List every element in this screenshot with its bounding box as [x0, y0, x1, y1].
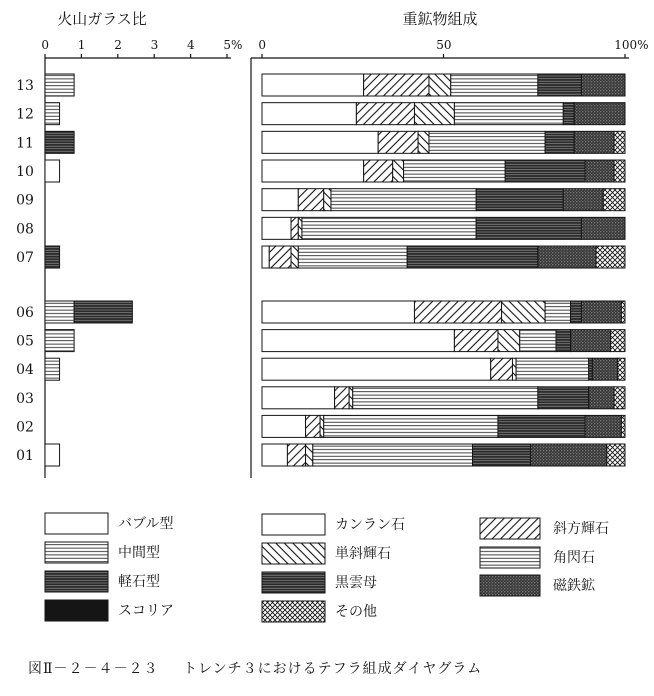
heavy-mineral-segment-10-other: [614, 160, 625, 182]
legend-item-clinopyroxene: [262, 543, 391, 564]
heavy-mineral-segment-06-hornblende: [545, 301, 570, 323]
heavy-mineral-segment-02-biotite: [498, 415, 585, 437]
heavy-mineral-segment-10-clinopyroxene: [393, 160, 404, 182]
sample-row-labels: [16, 78, 34, 464]
glass-ratio-tick-label: 1: [77, 38, 86, 52]
glass-ratio-tick-label: 2: [114, 38, 122, 52]
glass-ratio-tick-label: 0: [41, 38, 50, 52]
heavy-mineral-panel: [251, 38, 649, 478]
heavy-mineral-segment-04-biotite: [589, 358, 593, 380]
heavy-mineral-segment-03-clinopyroxene: [349, 387, 353, 409]
heavy-mineral-segment-01-magnetite: [531, 444, 607, 466]
heavy-mineral-segment-07-olivine: [262, 246, 269, 268]
legend-item-intermediate-type: [45, 542, 160, 563]
heavy-mineral-segment-13-magnetite: [581, 74, 625, 96]
heavy-mineral-segment-04-olivine: [262, 358, 491, 380]
heavy-mineral-segment-12-magnetite: [574, 103, 625, 125]
heavy-mineral-segment-06-other: [621, 301, 625, 323]
heavy-mineral-segment-12-hornblende: [454, 103, 563, 125]
heavy-mineral-segment-10-olivine: [262, 160, 364, 182]
legend-item-orthopyroxene: [480, 518, 609, 539]
heavy-mineral-segment-06-orthopyroxene: [414, 301, 501, 323]
heavy-mineral-segment-02-olivine: [262, 415, 306, 437]
heavy-mineral-segment-12-orthopyroxene: [356, 103, 414, 125]
glass-ratio-title: 火山ガラス比: [57, 10, 147, 28]
heavy-mineral-segment-07-magnetite: [538, 246, 596, 268]
heavy-mineral-segment-06-clinopyroxene: [502, 301, 546, 323]
heavy-mineral-segment-01-hornblende: [313, 444, 473, 466]
heavy-mineral-segment-04-hornblende: [516, 358, 589, 380]
legend-swatch-pumice-type: [45, 571, 108, 592]
legend-item-pumice-type: [45, 571, 160, 592]
heavy-mineral-segment-06-biotite: [571, 301, 582, 323]
heavy-mineral-segment-02-clinopyroxene: [320, 415, 324, 437]
heavy-mineral-segment-11-clinopyroxene: [418, 131, 429, 153]
legend-swatch-bubble-type: [45, 513, 108, 534]
heavy-mineral-segment-05-clinopyroxene: [498, 330, 520, 352]
legend-label-biotite: 黒雲母: [335, 575, 377, 591]
legend-item-other: [262, 601, 377, 622]
heavy-mineral-segment-03-hornblende: [353, 387, 538, 409]
glass-ratio-segment-06-intermediate-type: [45, 301, 74, 323]
heavy-mineral-segment-04-clinopyroxene: [512, 358, 516, 380]
heavy-mineral-segment-07-biotite: [407, 246, 538, 268]
heavy-mineral-segment-03-orthopyroxene: [335, 387, 350, 409]
legend-item-bubble-type: [45, 513, 173, 534]
glass-ratio-segment-04-intermediate-type: [45, 358, 60, 380]
heavy-mineral-segment-01-orthopyroxene: [287, 444, 305, 466]
heavy-mineral-segment-08-hornblende: [302, 217, 476, 239]
heavy-mineral-segment-09-other: [603, 189, 625, 211]
heavy-mineral-segment-11-other: [614, 131, 625, 153]
glass-ratio-tick-label: 4: [187, 38, 195, 52]
heavy-mineral-segment-01-other: [607, 444, 625, 466]
row-label-01: 01: [16, 448, 34, 464]
heavy-mineral-segment-09-clinopyroxene: [324, 189, 331, 211]
heavy-mineral-segment-08-magnetite: [581, 217, 625, 239]
heavy-mineral-segment-07-hornblende: [298, 246, 407, 268]
row-label-09: 09: [16, 192, 34, 209]
heavy-mineral-tick-label: 50: [436, 38, 452, 52]
row-label-07: 07: [16, 250, 34, 267]
glass-ratio-segment-10-bubble-type: [45, 160, 60, 182]
heavy-mineral-segment-13-clinopyroxene: [429, 74, 451, 96]
row-label-03: 03: [16, 390, 34, 407]
glass-ratio-segment-05-intermediate-type: [45, 330, 74, 352]
heavy-mineral-title: 重鉱物組成: [402, 10, 478, 28]
legend-label-clinopyroxene: 単斜輝石: [335, 546, 391, 562]
heavy-mineral-segment-05-other: [610, 330, 625, 352]
heavy-mineral-segment-05-orthopyroxene: [454, 330, 498, 352]
heavy-mineral-segment-07-other: [596, 246, 625, 268]
glass-ratio-segment-07-pumice-type: [45, 246, 60, 268]
heavy-mineral-segment-05-hornblende: [520, 330, 556, 352]
row-label-12: 12: [16, 106, 34, 123]
heavy-mineral-segment-11-biotite: [545, 131, 574, 153]
heavy-mineral-segment-01-olivine: [262, 444, 287, 466]
heavy-mineral-segment-02-other: [621, 415, 625, 437]
heavy-mineral-segment-04-orthopyroxene: [491, 358, 513, 380]
heavy-mineral-segment-02-orthopyroxene: [306, 415, 321, 437]
heavy-mineral-segment-11-olivine: [262, 131, 378, 153]
row-label-10: 10: [16, 164, 34, 181]
heavy-mineral-segment-03-biotite: [538, 387, 589, 409]
heavy-mineral-tick-label: 100%: [614, 38, 649, 52]
figure-caption: [28, 660, 482, 677]
legend-swatch-clinopyroxene: [262, 543, 325, 564]
heavy-mineral-segment-13-hornblende: [451, 74, 538, 96]
heavy-mineral-segment-08-olivine: [262, 217, 291, 239]
heavy-mineral-segment-03-olivine: [262, 387, 335, 409]
heavy-mineral-segment-09-hornblende: [331, 189, 476, 211]
legend-swatch-other: [262, 601, 325, 622]
heavy-mineral-segment-04-other: [618, 358, 625, 380]
row-label-02: 02: [16, 419, 34, 436]
row-label-05: 05: [16, 333, 34, 350]
row-label-04: 04: [16, 362, 34, 379]
heavy-mineral-segment-12-biotite: [563, 103, 574, 125]
heavy-mineral-segment-10-biotite: [505, 160, 585, 182]
row-label-08: 08: [16, 221, 34, 238]
heavy-mineral-segment-09-olivine: [262, 189, 298, 211]
row-label-11: 11: [16, 135, 34, 152]
heavy-mineral-segment-13-orthopyroxene: [364, 74, 429, 96]
legend-label-olivine: カンラン石: [335, 517, 405, 533]
heavy-mineral-segment-06-magnetite: [581, 301, 621, 323]
legend-item-biotite: [262, 572, 377, 593]
legend-item-scoria: [45, 600, 174, 621]
glass-ratio-tick-label: 3: [150, 38, 159, 52]
glass-ratio-segment-11-pumice-type: [45, 131, 74, 153]
legend-swatch-orthopyroxene: [480, 518, 540, 539]
legend-label-pumice-type: 軽石型: [118, 574, 160, 590]
legend-swatch-olivine: [262, 514, 325, 535]
legend-label-bubble-type: バブル型: [118, 516, 174, 532]
heavy-mineral-segment-10-hornblende: [404, 160, 506, 182]
legend-swatch-hornblende: [480, 547, 540, 568]
row-label-13: 13: [16, 78, 34, 94]
glass-ratio-segment-13-intermediate-type: [45, 74, 74, 96]
heavy-mineral-segment-01-clinopyroxene: [306, 444, 313, 466]
legend-label-scoria: スコリア: [118, 603, 174, 619]
figure-number: 図Ⅱ－２－４－２３: [28, 661, 159, 677]
legend: [45, 513, 609, 622]
heavy-mineral-segment-02-hornblende: [324, 415, 498, 437]
heavy-mineral-segment-07-clinopyroxene: [291, 246, 298, 268]
figure-caption-text: トレンチ３におけるテフラ組成ダイヤグラム: [183, 661, 483, 677]
heavy-mineral-segment-08-biotite: [476, 217, 581, 239]
heavy-mineral-tick-label: 0: [258, 38, 267, 52]
legend-label-magnetite: 磁鉄鉱: [553, 578, 595, 594]
legend-item-magnetite: [480, 575, 596, 596]
heavy-mineral-segment-11-orthopyroxene: [378, 131, 418, 153]
heavy-mineral-segment-01-biotite: [473, 444, 531, 466]
legend-swatch-biotite: [262, 572, 325, 593]
heavy-mineral-segment-11-magnetite: [574, 131, 614, 153]
legend-swatch-scoria: [45, 600, 108, 621]
heavy-mineral-segment-08-orthopyroxene: [291, 217, 298, 239]
heavy-mineral-segment-13-olivine: [262, 74, 364, 96]
heavy-mineral-segment-05-magnetite: [571, 330, 611, 352]
heavy-mineral-segment-04-magnetite: [592, 358, 617, 380]
heavy-mineral-segment-08-clinopyroxene: [298, 217, 302, 239]
heavy-mineral-segment-09-magnetite: [563, 189, 603, 211]
legend-label-orthopyroxene: 斜方輝石: [553, 521, 609, 537]
legend-label-hornblende: 角閃石: [553, 550, 595, 566]
legend-label-intermediate-type: 中間型: [118, 545, 160, 561]
heavy-mineral-segment-03-other: [614, 387, 625, 409]
heavy-mineral-segment-10-magnetite: [585, 160, 614, 182]
heavy-mineral-segment-10-orthopyroxene: [364, 160, 393, 182]
row-label-06: 06: [16, 305, 34, 321]
heavy-mineral-segment-12-clinopyroxene: [414, 103, 454, 125]
heavy-mineral-segment-09-orthopyroxene: [298, 189, 323, 211]
heavy-mineral-segment-12-olivine: [262, 103, 356, 125]
heavy-mineral-segment-02-magnetite: [585, 415, 621, 437]
heavy-mineral-segment-06-olivine: [262, 301, 414, 323]
heavy-mineral-segment-05-olivine: [262, 330, 454, 352]
glass-ratio-segment-01-bubble-type: [45, 444, 60, 466]
glass-ratio-segment-12-intermediate-type: [45, 103, 60, 125]
legend-item-olivine: [262, 514, 405, 535]
legend-label-other: その他: [335, 604, 377, 620]
heavy-mineral-segment-05-biotite: [556, 330, 571, 352]
heavy-mineral-segment-13-biotite: [538, 74, 582, 96]
legend-swatch-intermediate-type: [45, 542, 108, 563]
glass-ratio-segment-06-pumice-type: [74, 301, 132, 323]
heavy-mineral-segment-11-hornblende: [429, 131, 545, 153]
legend-item-hornblende: [480, 547, 595, 568]
heavy-mineral-segment-07-orthopyroxene: [269, 246, 291, 268]
heavy-mineral-segment-03-magnetite: [589, 387, 614, 409]
glass-ratio-tick-label: 5%: [223, 38, 243, 52]
glass-ratio-panel: [41, 38, 242, 478]
heavy-mineral-segment-09-biotite: [476, 189, 563, 211]
legend-swatch-magnetite: [480, 575, 540, 596]
